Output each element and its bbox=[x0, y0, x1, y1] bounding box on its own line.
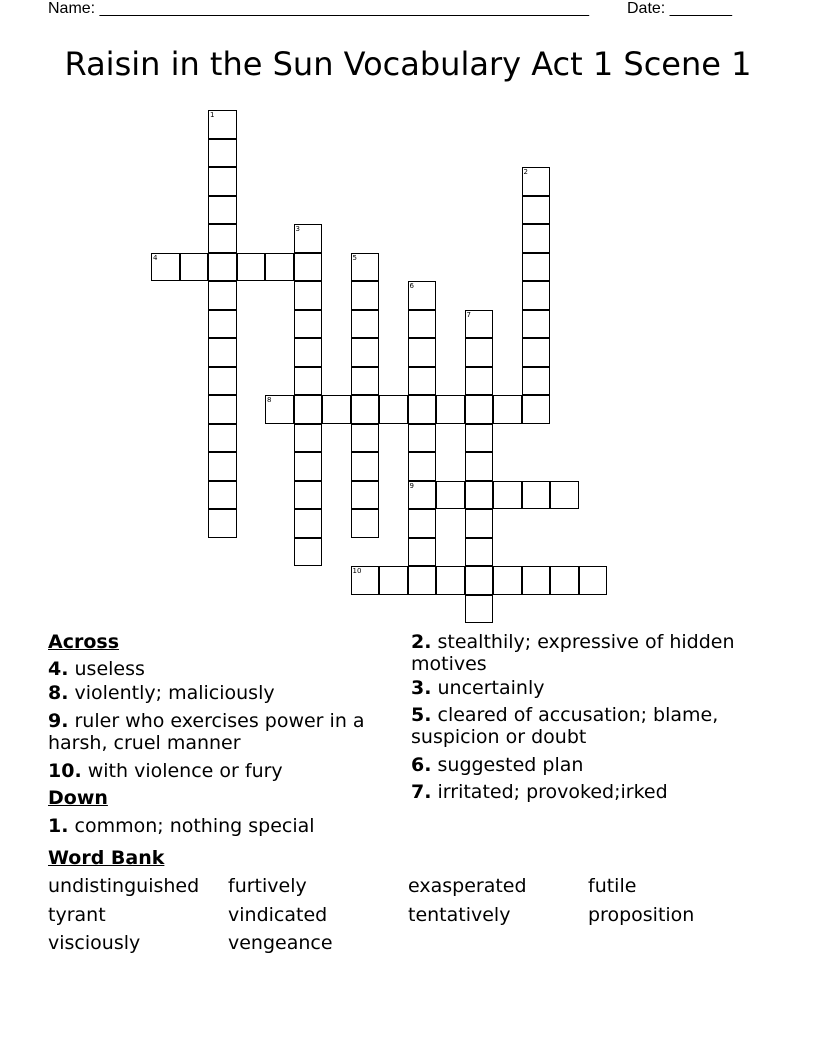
crossword-cell[interactable] bbox=[208, 424, 237, 453]
clue-number: 10. bbox=[48, 760, 82, 782]
crossword-cell[interactable] bbox=[522, 367, 551, 396]
crossword-cell[interactable] bbox=[550, 566, 579, 595]
crossword-cell[interactable] bbox=[436, 395, 465, 424]
cell-number: 1 bbox=[210, 111, 215, 119]
across-clue-4 bbox=[48, 658, 388, 680]
crossword-cell[interactable] bbox=[522, 338, 551, 367]
crossword-cell[interactable] bbox=[351, 509, 380, 538]
crossword-cell[interactable] bbox=[465, 509, 494, 538]
clue-text: suggested plan bbox=[437, 754, 584, 776]
across-clue-10 bbox=[48, 760, 388, 782]
crossword-cell[interactable] bbox=[522, 566, 551, 595]
word-bank-item: undistinguished bbox=[48, 875, 200, 897]
crossword-cell[interactable] bbox=[265, 395, 294, 424]
crossword-cell[interactable] bbox=[465, 452, 494, 481]
cell-number: 2 bbox=[523, 168, 528, 176]
crossword-cell[interactable] bbox=[522, 310, 551, 339]
cell-number: 5 bbox=[352, 253, 357, 262]
cell-number: 10 bbox=[352, 567, 362, 575]
crossword-cell[interactable] bbox=[436, 566, 465, 595]
word-bank-item: exasperated bbox=[408, 875, 527, 897]
crossword-cell[interactable] bbox=[493, 566, 522, 595]
crossword-cell[interactable] bbox=[237, 253, 266, 282]
crossword-cell[interactable] bbox=[208, 196, 237, 225]
crossword-cell[interactable] bbox=[408, 310, 437, 339]
word-bank-item: visciously bbox=[48, 932, 141, 954]
crossword-cell[interactable] bbox=[465, 538, 494, 567]
clue-number: 5. bbox=[411, 704, 432, 726]
crossword-cell[interactable] bbox=[294, 395, 323, 424]
crossword-cell[interactable] bbox=[208, 110, 237, 139]
crossword-cell[interactable] bbox=[550, 481, 579, 510]
date-field-label: Date: _______ bbox=[627, 0, 732, 17]
crossword-cell[interactable] bbox=[208, 310, 237, 339]
clue-text: violently; maliciously bbox=[74, 682, 275, 704]
crossword-cell[interactable] bbox=[294, 310, 323, 339]
crossword-cell[interactable] bbox=[208, 224, 237, 253]
crossword-cell[interactable] bbox=[522, 481, 551, 510]
crossword-cell[interactable] bbox=[351, 281, 380, 310]
crossword-cell[interactable] bbox=[294, 452, 323, 481]
down-clue-6 bbox=[411, 754, 751, 776]
clue-number: 8. bbox=[48, 682, 69, 704]
crossword-cell[interactable] bbox=[208, 395, 237, 424]
crossword-cell[interactable] bbox=[465, 481, 494, 510]
crossword-cell[interactable] bbox=[294, 338, 323, 367]
crossword-cell[interactable] bbox=[379, 566, 408, 595]
across-clue-9 bbox=[48, 710, 388, 754]
word-bank-item: furtively bbox=[228, 875, 307, 897]
clue-number: 4. bbox=[48, 658, 69, 680]
crossword-cell[interactable] bbox=[408, 281, 437, 310]
down-clue-5 bbox=[411, 704, 751, 748]
word-bank-item: futile bbox=[588, 875, 637, 897]
crossword-cell[interactable] bbox=[208, 281, 237, 310]
word-bank-heading: Word Bank bbox=[48, 847, 165, 869]
crossword-cell[interactable] bbox=[208, 338, 237, 367]
cell-number: 8 bbox=[267, 396, 272, 404]
page-title: Raisin in the Sun Vocabulary Act 1 Scene 1 bbox=[64, 45, 752, 83]
crossword-cell[interactable] bbox=[408, 395, 437, 424]
crossword-cell[interactable] bbox=[465, 367, 494, 396]
crossword-cell[interactable] bbox=[208, 253, 237, 282]
crossword-cell[interactable] bbox=[522, 167, 551, 196]
crossword-cell[interactable] bbox=[208, 509, 237, 538]
crossword-cell[interactable] bbox=[208, 367, 237, 396]
across-heading: Across bbox=[48, 631, 120, 653]
crossword-cell[interactable] bbox=[180, 253, 209, 282]
cell-number: 6 bbox=[409, 282, 414, 290]
crossword-cell[interactable] bbox=[294, 481, 323, 510]
clue-number: 2. bbox=[411, 631, 432, 653]
down-heading: Down bbox=[48, 787, 108, 809]
clue-text: uncertainly bbox=[437, 677, 545, 699]
cell-number: 9 bbox=[409, 481, 414, 490]
down-clue-2 bbox=[411, 631, 751, 675]
crossword-cell[interactable] bbox=[208, 167, 237, 196]
crossword-cell[interactable] bbox=[408, 566, 437, 595]
clue-text: with violence or fury bbox=[87, 760, 283, 782]
crossword-cell[interactable] bbox=[351, 395, 380, 424]
crossword-cell[interactable] bbox=[294, 253, 323, 282]
clue-text: common; nothing special bbox=[74, 815, 315, 837]
crossword-cell[interactable] bbox=[465, 424, 494, 453]
crossword-cell[interactable] bbox=[151, 253, 180, 282]
crossword-cell[interactable] bbox=[351, 566, 380, 595]
word-bank-item: tyrant bbox=[48, 904, 106, 926]
crossword-cell[interactable] bbox=[351, 253, 380, 282]
crossword-cell[interactable] bbox=[493, 395, 522, 424]
crossword-cell[interactable] bbox=[408, 338, 437, 367]
clue-text: ruler who exercises power in a harsh, cruel manner bbox=[48, 710, 365, 754]
down-clue-1 bbox=[48, 815, 388, 837]
crossword-cell[interactable] bbox=[465, 338, 494, 367]
crossword-cell[interactable] bbox=[351, 424, 380, 453]
crossword-cell[interactable] bbox=[408, 367, 437, 396]
crossword-cell[interactable] bbox=[294, 424, 323, 453]
crossword-cell[interactable] bbox=[351, 367, 380, 396]
clue-number: 7. bbox=[411, 781, 432, 803]
name-field-label: Name: _______________________________________________________ bbox=[48, 0, 589, 17]
clue-text: stealthily; expressive of hidden motives bbox=[411, 631, 735, 675]
crossword-cell[interactable] bbox=[408, 481, 437, 510]
crossword-cell[interactable] bbox=[408, 452, 437, 481]
word-bank-item: proposition bbox=[588, 904, 695, 926]
crossword-cell[interactable] bbox=[294, 538, 323, 567]
crossword-cell[interactable] bbox=[294, 509, 323, 538]
crossword-cell[interactable] bbox=[522, 395, 551, 424]
word-bank-item: vengeance bbox=[228, 932, 333, 954]
crossword-cell[interactable] bbox=[351, 481, 380, 510]
crossword-cell[interactable] bbox=[322, 395, 351, 424]
word-bank-item: vindicated bbox=[228, 904, 328, 926]
cell-number: 4 bbox=[153, 253, 158, 262]
crossword-cell[interactable] bbox=[265, 253, 294, 282]
crossword-cell[interactable] bbox=[408, 424, 437, 453]
crossword-cell[interactable] bbox=[294, 224, 323, 253]
crossword-cell[interactable] bbox=[522, 281, 551, 310]
crossword-cell[interactable] bbox=[294, 367, 323, 396]
clue-number: 9. bbox=[48, 710, 69, 732]
clue-number: 6. bbox=[411, 754, 432, 776]
crossword-cell[interactable] bbox=[465, 595, 494, 624]
crossword-cell[interactable] bbox=[208, 139, 237, 168]
clue-number: 1. bbox=[48, 815, 69, 837]
crossword-cell[interactable] bbox=[465, 566, 494, 595]
cell-number: 7 bbox=[466, 310, 471, 319]
crossword-cell[interactable] bbox=[351, 338, 380, 367]
crossword-cell[interactable] bbox=[522, 196, 551, 225]
cell-number: 3 bbox=[295, 225, 300, 233]
clue-text: useless bbox=[74, 658, 145, 680]
crossword-cell[interactable] bbox=[208, 452, 237, 481]
clue-text: cleared of accusation; blame, suspicion or doubt bbox=[411, 704, 719, 748]
word-bank-item: tentatively bbox=[408, 904, 511, 926]
clue-number: 3. bbox=[411, 677, 432, 699]
down-clue-3 bbox=[411, 677, 751, 699]
down-clue-7 bbox=[411, 781, 751, 803]
crossword-cell[interactable] bbox=[436, 481, 465, 510]
across-clue-8 bbox=[48, 682, 388, 704]
crossword-cell[interactable] bbox=[579, 566, 608, 595]
crossword-cell[interactable] bbox=[408, 509, 437, 538]
crossword-cell[interactable] bbox=[294, 281, 323, 310]
crossword-cell[interactable] bbox=[493, 481, 522, 510]
crossword-cell[interactable] bbox=[351, 310, 380, 339]
crossword-cell[interactable] bbox=[522, 224, 551, 253]
clue-text: irritated; provoked;irked bbox=[437, 781, 668, 803]
crossword-cell[interactable] bbox=[379, 395, 408, 424]
crossword-cell[interactable] bbox=[522, 253, 551, 282]
crossword-cell[interactable] bbox=[208, 481, 237, 510]
crossword-cell[interactable] bbox=[351, 452, 380, 481]
crossword-cell[interactable] bbox=[408, 538, 437, 567]
crossword-cell[interactable] bbox=[465, 310, 494, 339]
crossword-cell[interactable] bbox=[465, 395, 494, 424]
